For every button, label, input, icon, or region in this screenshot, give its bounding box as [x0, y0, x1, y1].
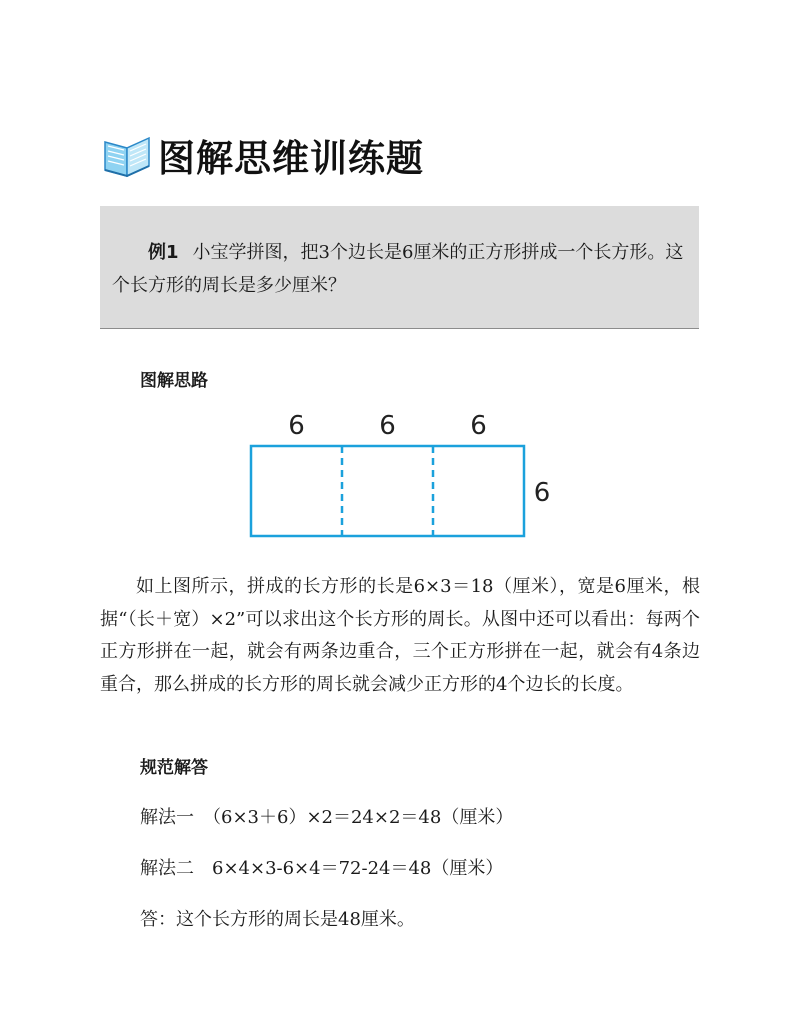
rectangle-outline	[251, 446, 524, 536]
top-side-label: 6	[379, 411, 396, 441]
solution-answer: 答：这个长方形的周长是48厘米。	[140, 909, 415, 930]
explanation-text: 如上图所示，拼成的长方形的长是6×3＝18（厘米），宽是6厘米，根据“（长＋宽）×2”可以求出这个长方形的周长。从图中还可以看出：每两个正方形拼在一起，就会有两条边重合，三个正方形拼在一起，就会有4条边重合，那么拼成的长方形的周长就会减少正方形的4个边长的长度。	[100, 576, 700, 695]
top-side-label: 6	[288, 411, 305, 441]
example-label: 例1	[148, 242, 179, 263]
solution-method-2: 解法二 6×4×3-6×4＝72-24＝48（厘米）	[140, 858, 504, 879]
example-question: 小宝学拼图，把3个边长是6厘米的正方形拼成一个长方形。这个长方形的周长是多少厘米？	[112, 242, 684, 296]
analysis-heading: 图解思路	[140, 371, 208, 391]
page-title: 图解思维训练题	[158, 137, 424, 180]
solution-heading: 规范解答	[140, 758, 208, 778]
solution-method-1: 解法一 （6×3＋6）×2＝24×2＝48（厘米）	[140, 807, 514, 828]
right-side-label: 6	[533, 478, 551, 508]
top-side-label: 6	[470, 411, 487, 441]
